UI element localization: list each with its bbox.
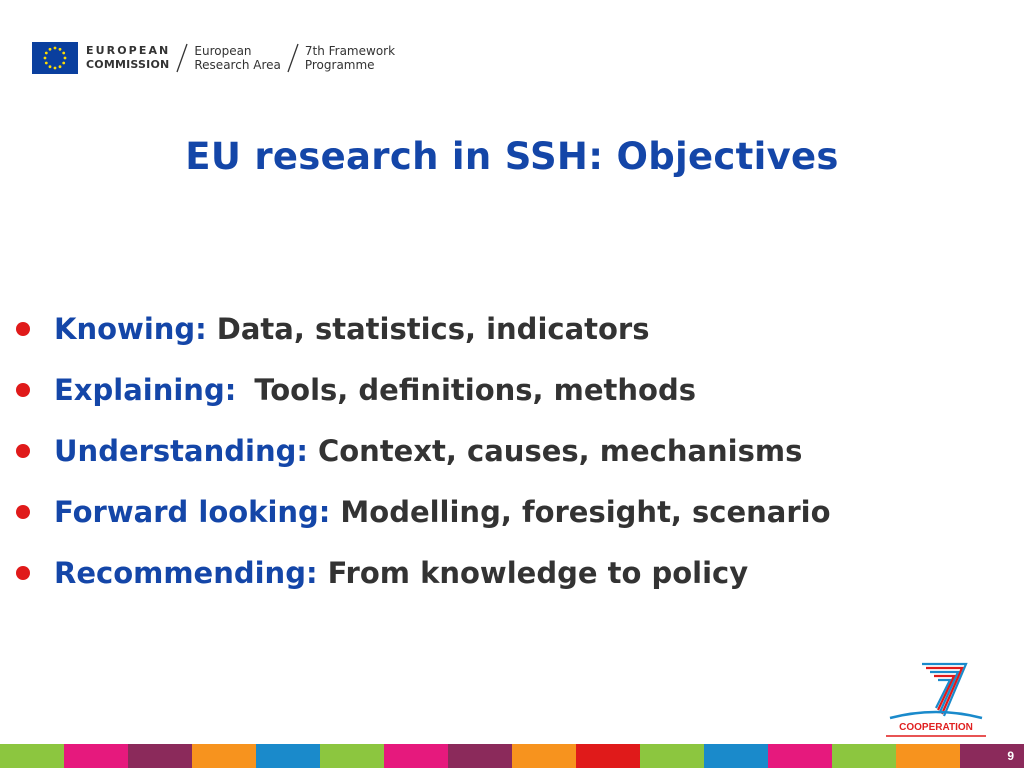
footer-segment xyxy=(128,744,192,768)
fp-line-1: 7th Framework xyxy=(304,44,396,58)
bullet-dot-icon xyxy=(16,322,30,336)
area-line-1: European xyxy=(194,44,252,58)
org-line-2: COMMISSION xyxy=(86,58,170,71)
footer-segment xyxy=(704,744,768,768)
divider-slash-icon xyxy=(174,41,190,75)
footer-segment xyxy=(640,744,704,768)
footer-segment xyxy=(256,744,320,768)
footer-segment xyxy=(320,744,384,768)
header-branding xyxy=(32,38,395,78)
research-area-name xyxy=(194,44,280,72)
bullet-text: Data, statistics, indicators xyxy=(216,311,650,346)
bullet-keyword: Understanding: xyxy=(54,433,308,468)
list-item xyxy=(16,420,1016,481)
slide-title: EU research in SSH: Objectives xyxy=(185,135,839,178)
area-line-2: Research Area xyxy=(194,58,281,72)
list-item xyxy=(16,298,1016,359)
bullet-keyword: Knowing: xyxy=(54,311,207,346)
bullet-dot-icon xyxy=(16,505,30,519)
cooperation-label: COOPERATION xyxy=(899,722,973,733)
commission-name xyxy=(86,44,170,72)
footer-segment xyxy=(0,744,64,768)
bullet-text: From knowledge to policy xyxy=(327,555,749,590)
footer-segment xyxy=(960,744,1024,768)
divider-slash-icon xyxy=(285,41,301,75)
list-item xyxy=(16,542,1016,603)
bullet-text: Context, causes, mechanisms xyxy=(317,433,803,468)
footer-segment xyxy=(512,744,576,768)
bullet-dot-icon xyxy=(16,444,30,458)
objectives-list xyxy=(16,298,1016,603)
footer-color-bar xyxy=(0,744,1024,768)
footer-segment xyxy=(832,744,896,768)
bullet-text: Tools, definitions, methods xyxy=(254,372,696,407)
bullet-keyword: Explaining: xyxy=(54,372,237,407)
list-item xyxy=(16,481,1016,542)
footer-segment xyxy=(64,744,128,768)
footer-segment xyxy=(576,744,640,768)
eu-flag-icon xyxy=(32,42,78,74)
bullet-keyword: Forward looking: xyxy=(54,494,331,529)
bullet-dot-icon xyxy=(16,383,30,397)
org-line-1: EUROPEAN xyxy=(86,44,171,57)
footer-segment xyxy=(448,744,512,768)
bullet-dot-icon xyxy=(16,566,30,580)
footer-segment xyxy=(384,744,448,768)
footer-segment xyxy=(768,744,832,768)
fp-line-2: Programme xyxy=(304,58,375,72)
bullet-keyword: Recommending: xyxy=(54,555,318,590)
bullet-text: Modelling, foresight, scenario xyxy=(340,494,831,529)
footer-segment xyxy=(896,744,960,768)
footer-segment xyxy=(192,744,256,768)
page-number: 9 xyxy=(1007,749,1014,763)
framework-programme-name xyxy=(305,44,395,72)
list-item xyxy=(16,359,1016,420)
